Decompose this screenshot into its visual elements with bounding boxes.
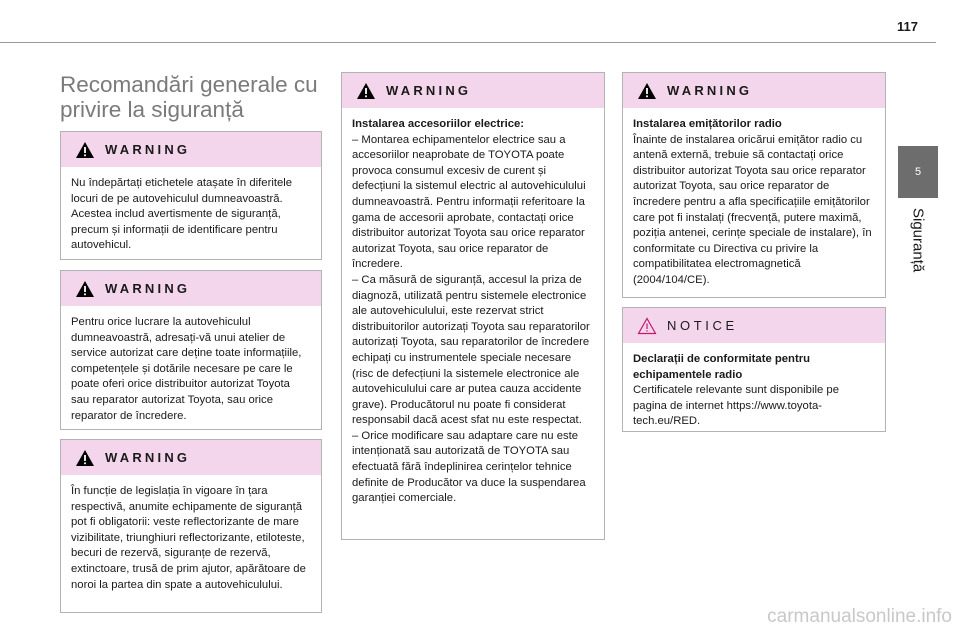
warning-title: WARNING [667,83,753,98]
warning-paragraph: – Montarea echipamentelor electrice sau a accesoriilor neaprobate de TOYOTA poate provoca consumul excesiv de curent și defecțiuni la sistemul electric al autovehiculului dumneavoastră. Pentru informații referitoare la gama de accesorii aprobate, contactați orice distribuitor autorizat Toyota sau orice reparator autorizat Toyota, sau orice reparator de încredere. [352,133,586,271]
warning-paragraph: – Orice modificare sau adaptare care nu este intenționată sau autorizată de TOYOTA sau efectuată fără îndeplinirea cerințelor tehnice definite de Producător va duce la suspendarea garanției comerciale. [352,429,586,505]
notice-header [623,308,885,343]
warning-triangle-icon [356,82,376,100]
header-divider [0,42,936,43]
warning-subtitle: Instalarea accesoriilor electrice: [352,118,525,130]
chapter-label [898,200,938,310]
warning-header [61,132,321,167]
warning-header [623,73,885,108]
warning-header [61,440,321,475]
warning-box-equipment [60,439,322,613]
warning-subtitle: Instalarea emițătorilor radio [633,118,782,130]
warning-title: WARNING [105,281,191,296]
warning-text: Pentru orice lucrare la autovehiculul dumneavoastră, adresați-vă unui atelier de service autorizat care deține toate informațiile, competențele și dotările necesare pe care le poate oferi orice distribuitor autorizat Toyota sau reparator autorizat Toyota, sau orice reparator de încredere. [71,316,302,422]
warning-triangle-icon [637,82,657,100]
notice-box-radio-conformity [622,307,886,432]
warning-box-service [60,270,322,430]
watermark: carmanualsonline.info [767,606,952,627]
warning-box-labels [60,131,322,260]
warning-header [61,271,321,306]
warning-title: WARNING [386,83,472,98]
notice-triangle-icon [637,317,657,335]
warning-paragraph: – Ca măsură de siguranță, accesul la priza de diagnoză, utilizată pentru sistemele electronice ale autovehiculului, este rezervat strict distribuitorilor autorizați Toyota sau reparatorilor autorizați Toyota, sau reparatorilor de încredere echipați cu instrumentele speciale necesare (risc de defecțiuni la sistemele electronice ale autovehiculului care ar putea cauza accidente grave). Producătorul nu poate fi considerat responsabil dacă acest sfat nu este respectat. [352,273,590,427]
warning-box-electrical-accessories [341,72,605,540]
notice-text: Certificatele relevante sunt disponibile pe pagina de internet https://www.toyota-tech.eu/RED. [633,384,839,428]
warning-text: Înainte de instalarea oricărui emițător radio cu antenă externă, trebuie să contactați orice distribuitor autorizat Toyota sau orice reparator autorizat Toyota, sau orice reparator de încredere pentru a afla specificațiile emițătorilor care pot fi instalați (frecvență, putere maximă, poziția antenei, cerințe speciale de instalare), în conformitate cu Directiva cu privire la compatibilitatea electromagnetică (2004/104/CE). [633,133,872,286]
notice-subtitle: Declarații de conformitate pentru echipamentele radio [633,353,811,381]
page-number: 117 [897,19,918,34]
section-heading: Recomandări generale cu privire la siguranță [60,72,318,122]
warning-triangle-icon [75,449,95,467]
warning-triangle-icon [75,141,95,159]
warning-text: În funcție de legislația în vigoare în țara respectivă, anumite echipamente de siguranță pot fi obligatorii: veste reflectorizante de mare vizibilitate, triunghiuri reflectorizante, etiloteste, becuri de rezervă, siguranțe de rezervă, extinctoare, trusă de prim ajutor, apărătoare de noroi la partea din spate a autovehiculului. [71,485,306,591]
warning-header [342,73,604,108]
chapter-number: 5 [914,166,922,178]
warning-title: WARNING [105,450,191,465]
warning-text: Nu îndepărtați etichetele atașate în diferitele locuri de pe autovehiculul dumneavoastră. Acestea includ avertismente de siguranță, precum și informații de identificare pentru autovehicul. [71,177,293,252]
warning-triangle-icon [75,280,95,298]
warning-title: WARNING [105,142,191,157]
warning-box-radio-transmitters [622,72,886,298]
chapter-title: Siguranță [909,208,927,273]
chapter-tab[interactable] [898,146,938,198]
notice-title: NOTICE [667,318,738,333]
